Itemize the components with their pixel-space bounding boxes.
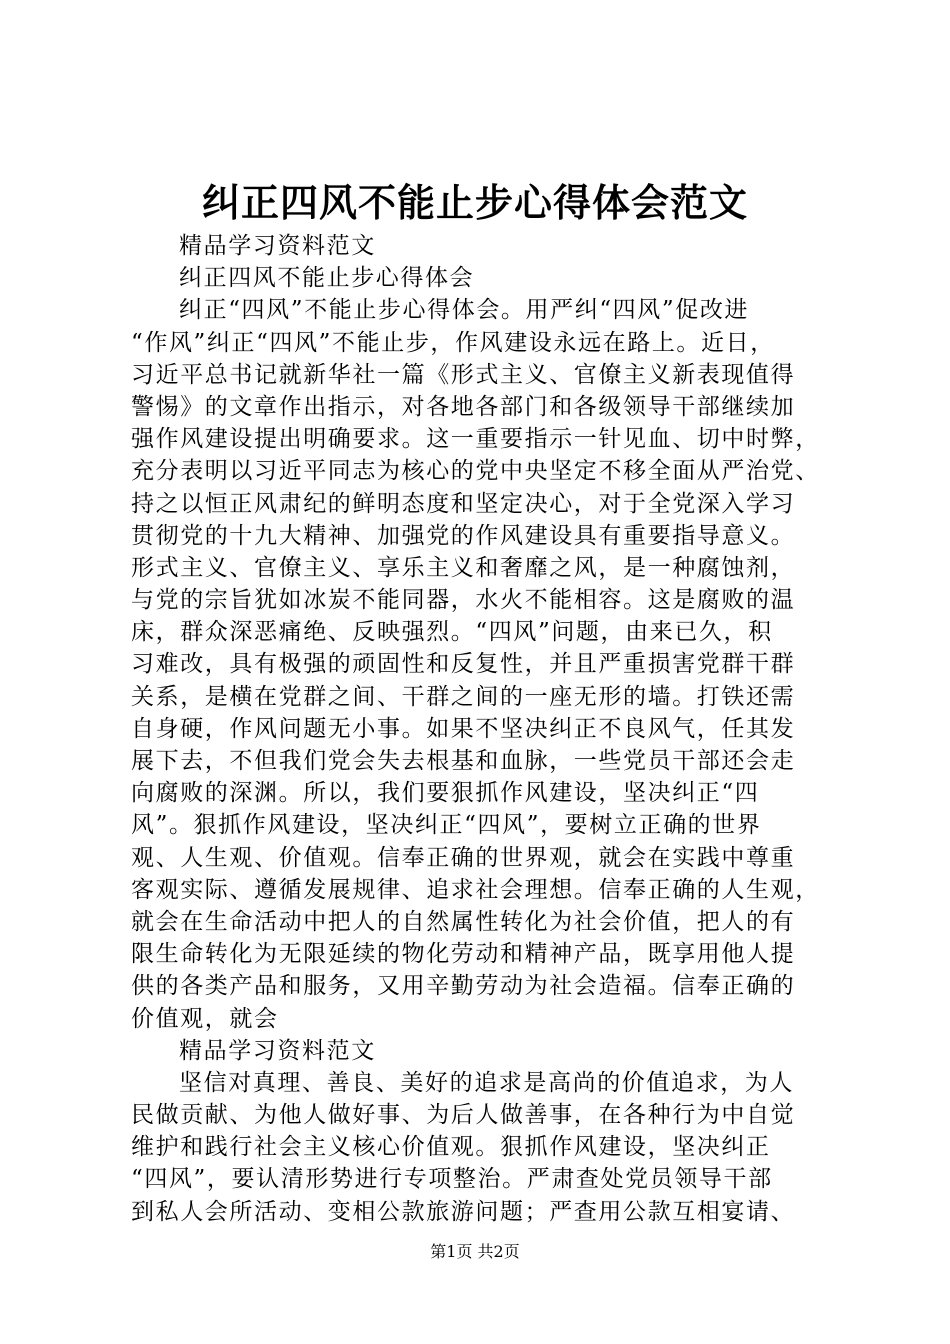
text-line: 民做贡献、为他人做好事、为后人做善事，在各种行为中自觉 [131, 1102, 796, 1129]
text-line: 精品学习资料范文 [179, 1037, 376, 1064]
text-line: 就会在生命活动中把人的自然属性转化为社会价值，把人的有 [131, 908, 796, 935]
text-line: 床，群众深恶痛绝、反映强烈。“四风”问题，由来已久，积 [131, 619, 773, 646]
text-line: 纠正“四风”不能止步心得体会。用严纠“四风”促改进 [179, 297, 750, 324]
text-line: 与党的宗旨犹如冰炭不能同器，水火不能相容。这是腐败的温 [131, 587, 796, 614]
text-line: 习难改，具有极强的顽固性和反复性，并且严重损害党群干群 [131, 651, 796, 678]
text-line: 习近平总书记就新华社一篇《形式主义、官僚主义新表现值得 [131, 361, 796, 388]
page-footer: 第1页 共2页 [430, 1242, 520, 1261]
document-body [131, 230, 831, 1228]
text-line: 强作风建设提出明确要求。这一重要指示一针见血、切中时弊， [131, 426, 820, 453]
text-line: 展下去，不但我们党会失去根基和血脉，一些党员干部还会走 [131, 748, 796, 774]
text-line: 警惕》的文章作出指示，对各地各部门和各级领导干部继续加 [131, 393, 796, 420]
text-line: 限生命转化为无限延续的物化劳动和精神产品，既享用他人提 [131, 941, 796, 968]
text-line: 贯彻党的十九大精神、加强党的作风建设具有重要指导意义。 [131, 522, 796, 549]
text-line: 自身硬，作风问题无小事。如果不坚决纠正不良风气，任其发 [131, 715, 796, 742]
text-line: 形式主义、官僚主义、享乐主义和奢靡之风，是一种腐蚀剂， [131, 554, 796, 581]
text-line: 供的各类产品和服务，又用辛勤劳动为社会造福。信奉正确的 [131, 973, 796, 1000]
text-line: 坚信对真理、善良、美好的追求是高尚的价值追求，为人 [179, 1069, 794, 1096]
text-line: “作风”纠正“四风”不能止步，作风建设永远在路上。近日， [131, 329, 775, 356]
text-line: 向腐败的深渊。所以，我们要狠抓作风建设，坚决纠正“四 [131, 780, 760, 807]
text-line: 维护和践行社会主义核心价值观。狠抓作风建设，坚决纠正 [131, 1134, 771, 1161]
text-line: 客观实际、遵循发展规律、追求社会理想。信奉正确的人生观， [131, 876, 820, 903]
text-line: 持之以恒正风肃纪的鲜明态度和坚定决心，对于全党深入学习 [131, 490, 796, 517]
text-line: 关系，是横在党群之间、干群之间的一座无形的墙。打铁还需 [131, 683, 796, 710]
text-line: 纠正四风不能止步心得体会 [179, 265, 475, 292]
text-line: “四风”，要认清形势进行专项整治。严肃查处党员领导干部 [131, 1166, 773, 1193]
text-line: 价值观，就会 [131, 1005, 279, 1032]
text-line: 观、人生观、价值观。信奉正确的世界观，就会在实践中尊重 [131, 844, 796, 871]
text-line: 风”。狠抓作风建设，坚决纠正“四风”，要树立正确的世界 [131, 812, 762, 839]
text-line: 充分表明以习近平同志为核心的党中央坚定不移全面从严治党、 [131, 458, 820, 485]
text-line: 精品学习资料范文 [179, 233, 376, 259]
document-title: 纠正四风不能止步心得体会范文 [201, 181, 748, 225]
text-line: 到私人会所活动、变相公款旅游问题；严查用公款互相宴请、 [131, 1198, 796, 1225]
